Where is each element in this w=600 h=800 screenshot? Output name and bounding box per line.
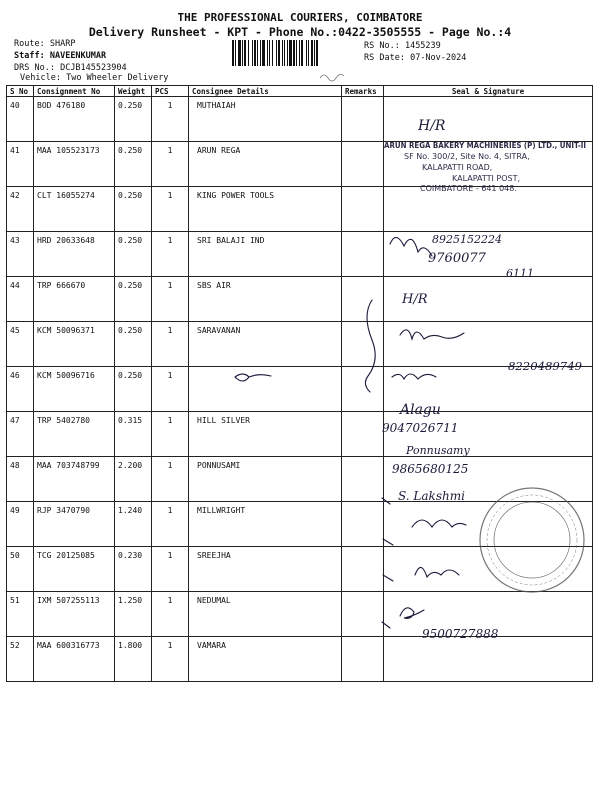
remarks-cell xyxy=(342,457,384,502)
pcs-cell: 1 xyxy=(152,322,189,367)
rs-date-line xyxy=(364,53,466,63)
seal-signature-cell xyxy=(384,277,593,322)
col-pcs-header: PCS xyxy=(152,86,189,97)
table-row xyxy=(7,457,593,502)
pcs-cell: 1 xyxy=(152,367,189,412)
staff-value: NAVEENKUMAR xyxy=(49,51,107,61)
barcode-bar xyxy=(242,40,243,66)
vehicle-line xyxy=(20,73,168,83)
consignment-cell: TRP 666670 xyxy=(34,277,115,322)
consignee-cell: HILL SILVER xyxy=(189,412,342,457)
remarks-cell xyxy=(342,277,384,322)
seal-signature-cell xyxy=(384,547,593,592)
route-line xyxy=(14,39,75,49)
barcode-bar xyxy=(238,40,241,66)
weight-cell: 0.250 xyxy=(115,187,152,232)
col-remarks-header: Remarks xyxy=(342,86,384,97)
consignee-cell: MILLWRIGHT xyxy=(189,502,342,547)
weight-cell: 0.250 xyxy=(115,142,152,187)
pcs-cell: 1 xyxy=(152,502,189,547)
consignment-cell: TCG 20125085 xyxy=(34,547,115,592)
stamp-line3: KALAPATTI ROAD, xyxy=(422,163,493,172)
table-row xyxy=(7,187,593,232)
row42-phone: 8925152224 xyxy=(432,233,502,246)
barcode-bar xyxy=(296,40,297,66)
sno-cell: 49 xyxy=(7,502,34,547)
pcs-cell: 1 xyxy=(152,592,189,637)
sno-cell: 42 xyxy=(7,187,34,232)
vehicle-label: Vehicle: xyxy=(20,73,61,83)
barcode-bar xyxy=(252,40,253,66)
pcs-cell: 1 xyxy=(152,187,189,232)
remarks-cell xyxy=(342,97,384,142)
table-row xyxy=(7,232,593,277)
weight-cell: 1.800 xyxy=(115,637,152,682)
drs-label: DRS No.: xyxy=(14,63,55,73)
remarks-cell xyxy=(342,547,384,592)
stamp-line2: SF No. 300/2, Site No. 4, SITRA, xyxy=(404,152,530,161)
pcs-cell: 1 xyxy=(152,232,189,277)
seal-signature-cell xyxy=(384,367,593,412)
pcs-cell: 1 xyxy=(152,637,189,682)
pcs-cell: 1 xyxy=(152,277,189,322)
staff-line xyxy=(14,51,106,61)
barcode-bar xyxy=(301,40,303,66)
seal-signature-cell xyxy=(384,232,593,277)
consignment-cell: KCM 50096716 xyxy=(34,367,115,412)
seal-signature-cell xyxy=(384,637,593,682)
consignment-cell: MAA 105523173 xyxy=(34,142,115,187)
barcode-bar xyxy=(299,40,300,66)
row43-extra: 6111 xyxy=(506,267,534,280)
consignment-cell: BOD 476180 xyxy=(34,97,115,142)
barcode-bar xyxy=(254,40,256,66)
consignee-cell: SBS AIR xyxy=(189,277,342,322)
consignment-cell: CLT 16055274 xyxy=(34,187,115,232)
barcode-bar xyxy=(267,40,268,66)
weight-cell: 0.250 xyxy=(115,367,152,412)
table-row xyxy=(7,592,593,637)
table-row xyxy=(7,322,593,367)
col-consignee-header: Consignee Details xyxy=(189,86,342,97)
weight-cell: 1.250 xyxy=(115,592,152,637)
sno-cell: 48 xyxy=(7,457,34,502)
seal-signature-cell xyxy=(384,322,593,367)
sno-cell: 51 xyxy=(7,592,34,637)
remarks-cell xyxy=(342,367,384,412)
sno-cell: 40 xyxy=(7,97,34,142)
consignee-cell: ARUN REGA xyxy=(189,142,342,187)
remarks-cell xyxy=(342,232,384,277)
barcode xyxy=(232,40,358,66)
row49-name: S. Lakshmi xyxy=(398,489,465,503)
row47-phone: 9047026711 xyxy=(382,421,459,435)
consignee-cell: PONNUSAMI xyxy=(189,457,342,502)
remarks-cell xyxy=(342,322,384,367)
barcode-bar xyxy=(306,40,307,66)
barcode-bar xyxy=(260,40,261,66)
consignment-cell: IXM 507255113 xyxy=(34,592,115,637)
weight-cell: 0.315 xyxy=(115,412,152,457)
rs-no-line xyxy=(364,41,441,51)
weight-cell: 1.240 xyxy=(115,502,152,547)
consignee-cell: SARAVANAN xyxy=(189,322,342,367)
consignee-cell: SRI BALAJI IND xyxy=(189,232,342,277)
row46-phone: 8220489749 xyxy=(508,360,582,373)
row48-phone: 9865680125 xyxy=(392,462,469,476)
rs-no-value: 1455239 xyxy=(404,41,441,51)
consignee-cell: SREEJHA xyxy=(189,547,342,592)
barcode-bar xyxy=(316,40,318,66)
remarks-cell xyxy=(342,412,384,457)
row40-hr: H/R xyxy=(418,118,446,134)
barcode-bar xyxy=(269,40,270,66)
table-row xyxy=(7,637,593,682)
col-sno-header: S No xyxy=(7,86,34,97)
col-weight-header: Weight xyxy=(115,86,152,97)
pcs-cell: 1 xyxy=(152,97,189,142)
table-row xyxy=(7,502,593,547)
stamp-line5: COIMBATORE - 641 048. xyxy=(420,184,517,193)
table-row xyxy=(7,277,593,322)
table-row xyxy=(7,142,593,187)
remarks-cell xyxy=(342,637,384,682)
consignee-cell: MUTHAIAH xyxy=(189,97,342,142)
consignee-cell xyxy=(189,367,342,412)
remarks-cell xyxy=(342,142,384,187)
pcs-cell: 1 xyxy=(152,142,189,187)
barcode-bar xyxy=(262,40,265,66)
seal-signature-cell xyxy=(384,457,593,502)
table-row xyxy=(7,97,593,142)
rs-date-label: RS Date: xyxy=(364,53,405,63)
weight-cell: 0.250 xyxy=(115,97,152,142)
remarks-cell xyxy=(342,502,384,547)
consignment-cell: MAA 703748799 xyxy=(34,457,115,502)
table-row xyxy=(7,547,593,592)
sno-cell: 44 xyxy=(7,277,34,322)
sno-cell: 52 xyxy=(7,637,34,682)
runsheet-subtitle: Delivery Runsheet - KPT - Phone No.:0422-3505555 - Page No.:4 xyxy=(88,25,512,39)
rs-date-value: 07-Nov-2024 xyxy=(410,53,467,63)
barcode-bar xyxy=(284,40,285,66)
barcode-bar xyxy=(248,40,249,66)
seal-signature-cell xyxy=(384,502,593,547)
seal-signature-cell xyxy=(384,412,593,457)
weight-cell: 0.250 xyxy=(115,322,152,367)
consignee-cell: KING POWER TOOLS xyxy=(189,187,342,232)
pcs-cell: 1 xyxy=(152,547,189,592)
company-title: THE PROFESSIONAL COURIERS, COIMBATORE xyxy=(177,11,423,24)
consignment-cell: TRP 5402780 xyxy=(34,412,115,457)
col-seal-header: Seal & Signature xyxy=(384,86,593,97)
sno-cell: 46 xyxy=(7,367,34,412)
sno-cell: 45 xyxy=(7,322,34,367)
weight-cell: 0.250 xyxy=(115,277,152,322)
weight-cell: 0.230 xyxy=(115,547,152,592)
row44-hr: H/R xyxy=(402,292,428,307)
barcode-bar xyxy=(232,40,234,66)
seal-signature-cell xyxy=(384,142,593,187)
runsheet-table xyxy=(6,85,593,682)
consignment-cell: KCM 50096371 xyxy=(34,322,115,367)
barcode-bar xyxy=(287,40,288,66)
sno-cell: 47 xyxy=(7,412,34,457)
drs-value: DCJB145523904 xyxy=(60,63,127,73)
barcode-bar xyxy=(282,40,283,66)
stamp-line4: KALAPATTI POST, xyxy=(452,174,521,183)
table-row xyxy=(7,412,593,457)
barcode-bar xyxy=(235,40,236,66)
stamp-line1: ARUN REGA BAKERY MACHINERIES (P) LTD., UNIT-II xyxy=(384,141,587,150)
barcode-bar xyxy=(308,40,309,66)
weight-cell: 2.200 xyxy=(115,457,152,502)
col-consignment-header: Consignment No xyxy=(34,86,115,97)
rs-no-label: RS No.: xyxy=(364,41,400,51)
row48-name: Ponnusamy xyxy=(406,444,470,457)
table-row xyxy=(7,367,593,412)
sno-cell: 50 xyxy=(7,547,34,592)
row52-phone: 9500727888 xyxy=(422,627,499,641)
pcs-cell: 1 xyxy=(152,412,189,457)
pcs-cell: 1 xyxy=(152,457,189,502)
consignment-cell: HRD 20633648 xyxy=(34,232,115,277)
drs-line xyxy=(14,63,127,73)
route-label: Route: xyxy=(14,39,45,49)
remarks-cell xyxy=(342,187,384,232)
barcode-bar xyxy=(289,40,292,66)
route-value: SHARP xyxy=(49,39,76,49)
barcode-bar xyxy=(257,40,258,66)
barcode-bar xyxy=(311,40,313,66)
row43-number: 9760077 xyxy=(428,251,486,266)
barcode-bar xyxy=(244,40,246,66)
consignment-cell: RJP 3470790 xyxy=(34,502,115,547)
vehicle-value: Two Wheeler Delivery xyxy=(66,73,169,83)
seal-signature-cell xyxy=(384,97,593,142)
sno-cell: 43 xyxy=(7,232,34,277)
barcode-bar xyxy=(272,40,273,66)
consignee-cell: VAMARA xyxy=(189,637,342,682)
barcode-bar xyxy=(314,40,315,66)
scribble-mark xyxy=(318,70,348,84)
consignee-cell: NEDUMAL xyxy=(189,592,342,637)
remarks-cell xyxy=(342,592,384,637)
consignment-cell: MAA 600316773 xyxy=(34,637,115,682)
weight-cell: 0.250 xyxy=(115,232,152,277)
barcode-bar xyxy=(293,40,295,66)
table-header-row xyxy=(7,86,593,97)
seal-signature-cell xyxy=(384,187,593,232)
seal-signature-cell xyxy=(384,592,593,637)
staff-label: Staff: xyxy=(14,51,45,61)
barcode-bar xyxy=(278,40,280,66)
row47-name: Alagu xyxy=(400,402,441,418)
sno-cell: 41 xyxy=(7,142,34,187)
barcode-bar xyxy=(276,40,277,66)
